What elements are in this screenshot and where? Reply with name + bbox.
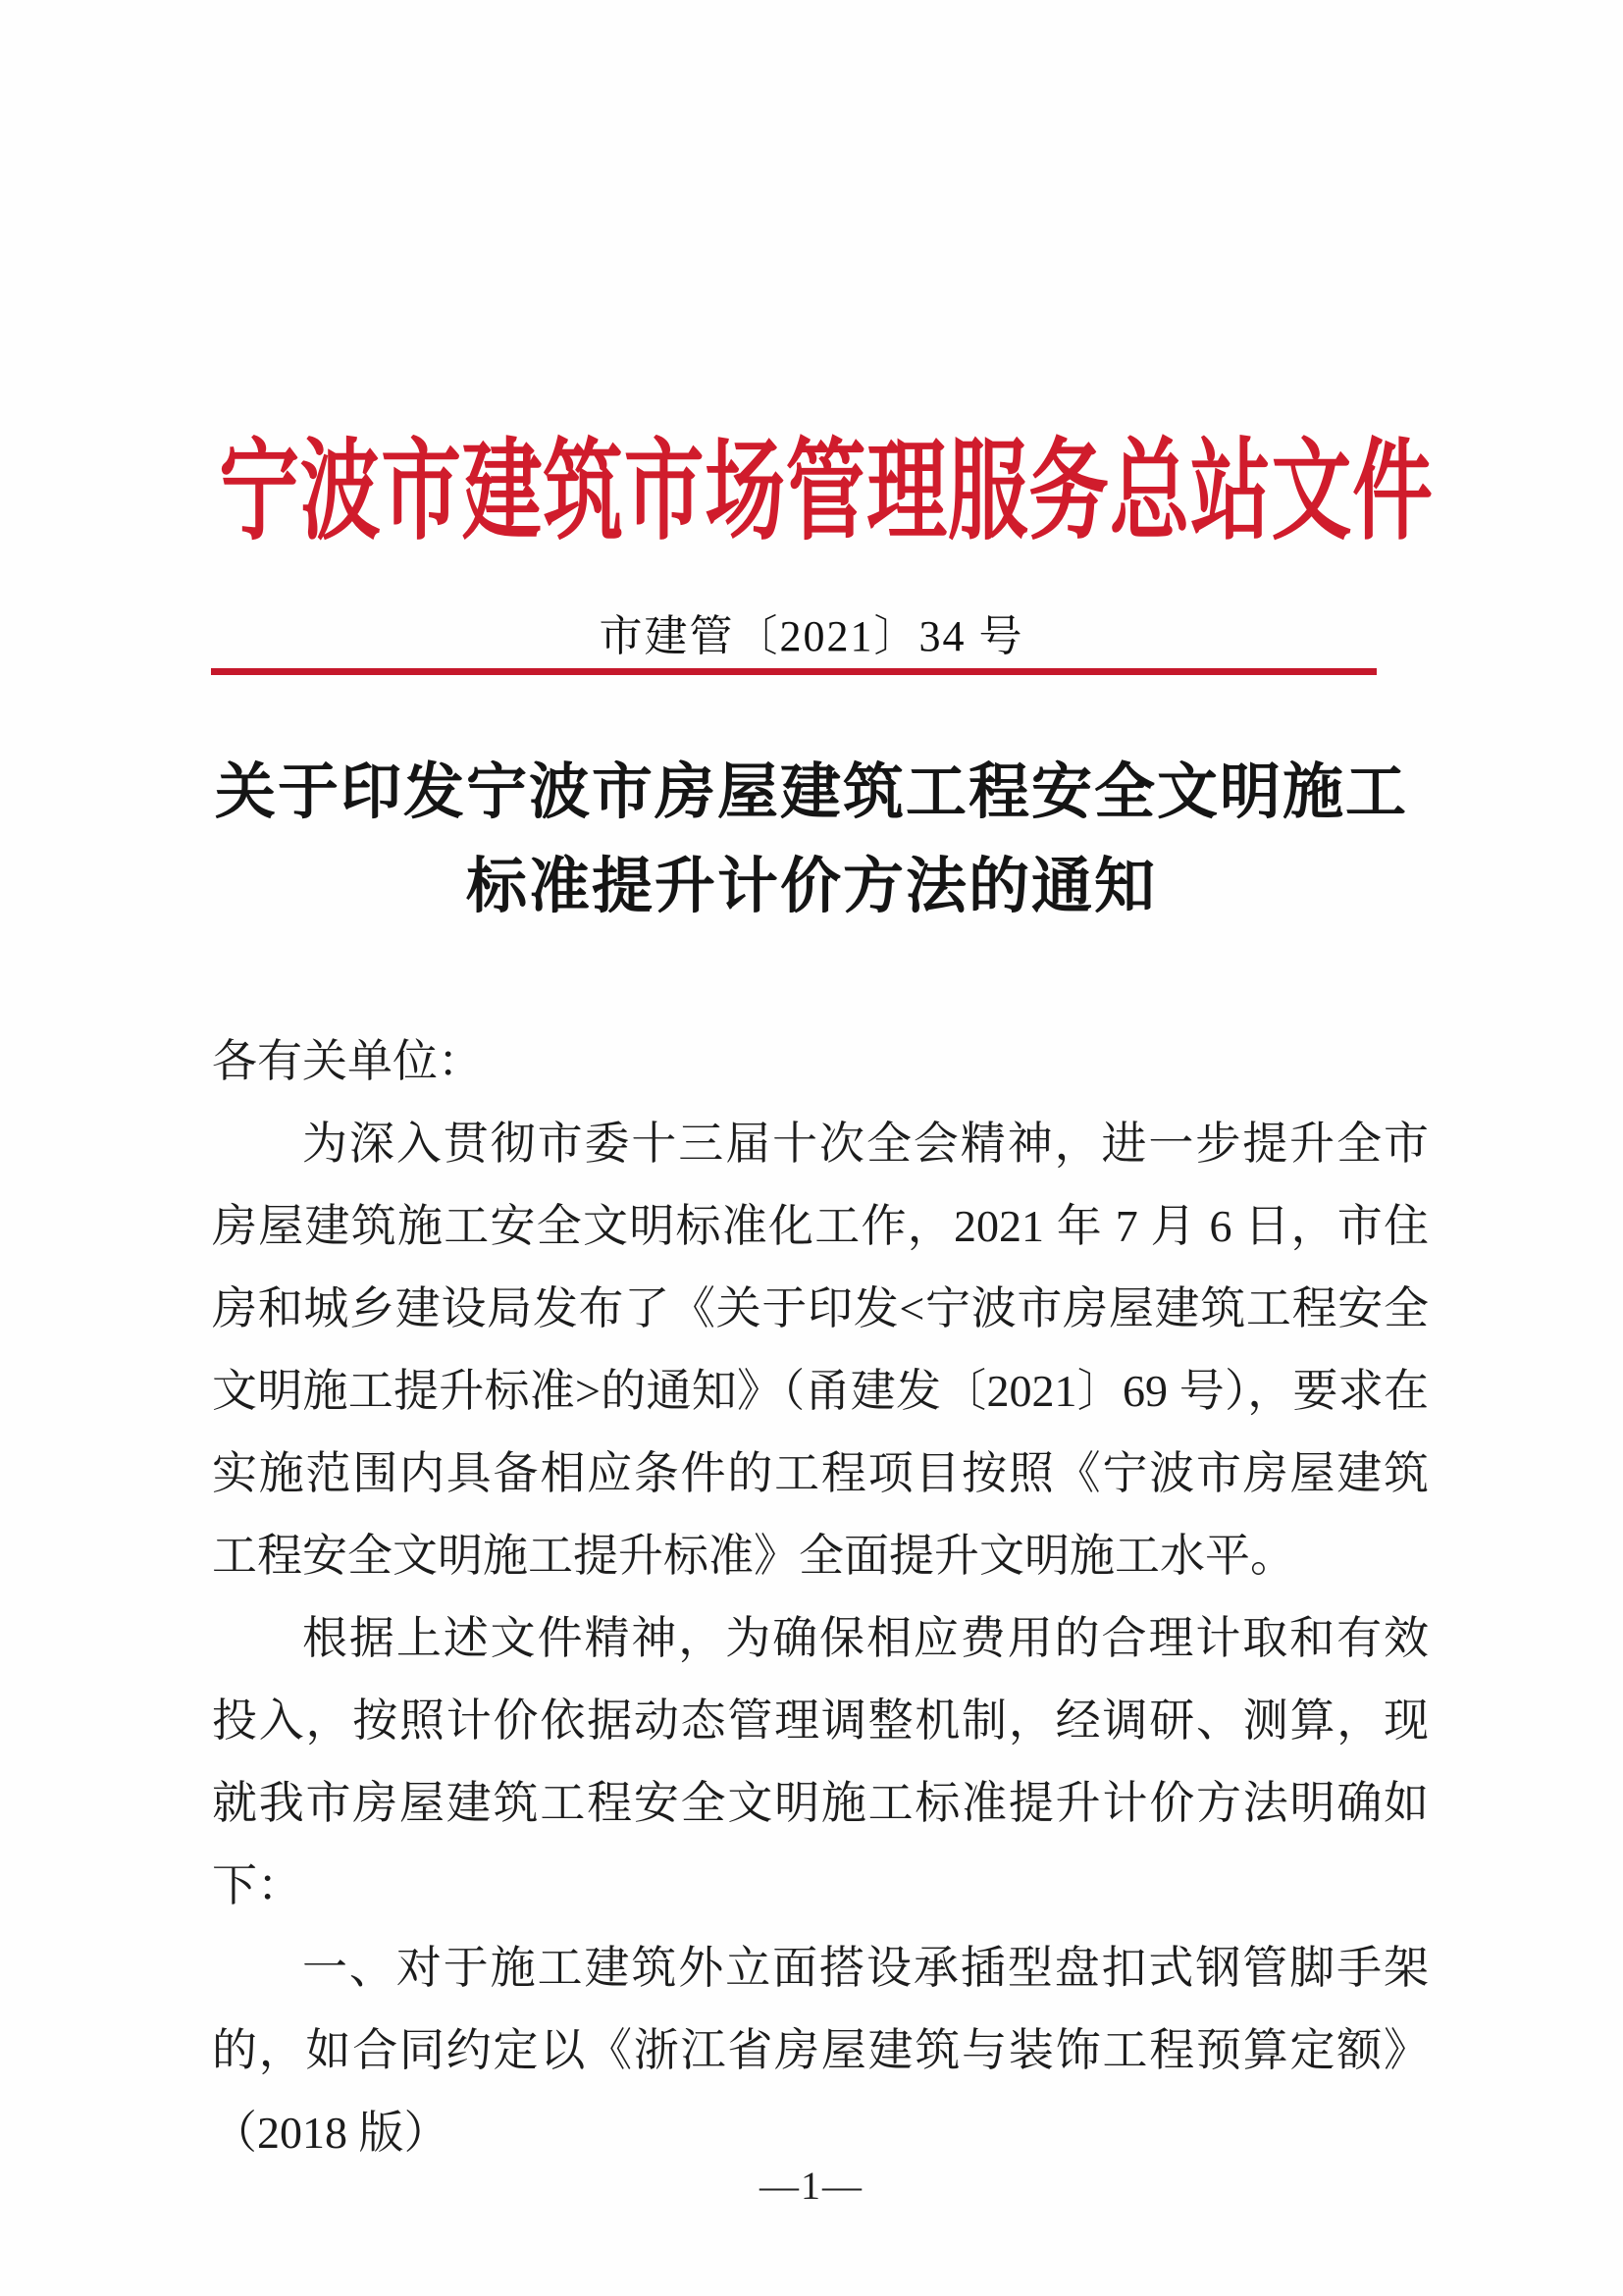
document-title-line2: 标准提升计价方法的通知 [465,854,1157,920]
body-paragraph: 根据上述文件精神，为确保相应费用的合理计取和有效投入，按照计价依据动态管理调整机制，经调研、测算，现就我市房屋建筑工程安全文明施工标准提升计价方法明确如下： [212,1613,1429,1910]
letterhead-title: 宁波市建筑市场管理服务总站文件 [219,432,1434,553]
red-divider-line [211,668,1377,675]
body-paragraph: 为深入贯彻市委十三届十次全会精神，进一步提升全市房屋建筑施工安全文明标准化工作，2021 年 7 月 6 日，市住房和城乡建设局发布了《关于印发<宁波市房屋建筑工程安全文明施工提升标准>的通知》（甬建发〔2021〕69 号），要求在实施范围内具备相应条件的工程项目按照《宁波市房屋建筑工程安全文明施工提升标准》全面提升文明施工水平。 [212,1119,1429,1581]
document-title-line1: 关于印发宁波市房屋建筑工程安全文明施工 [214,759,1408,826]
document-body [212,1020,1429,2174]
body-paragraph: 一、对于施工建筑外立面搭设承插型盘扣式钢管脚手架的，如合同约定以《浙江省房屋建筑与装饰工程预算定额》（2018 版） [212,1943,1429,2158]
document-number: 市建管〔2021〕34 号 [599,612,1024,660]
body-paragraphs [212,1103,1429,2174]
document-title [0,746,1623,934]
salutation: 各有关单位： [212,1036,483,1086]
page-number: —1— [759,2164,864,2208]
